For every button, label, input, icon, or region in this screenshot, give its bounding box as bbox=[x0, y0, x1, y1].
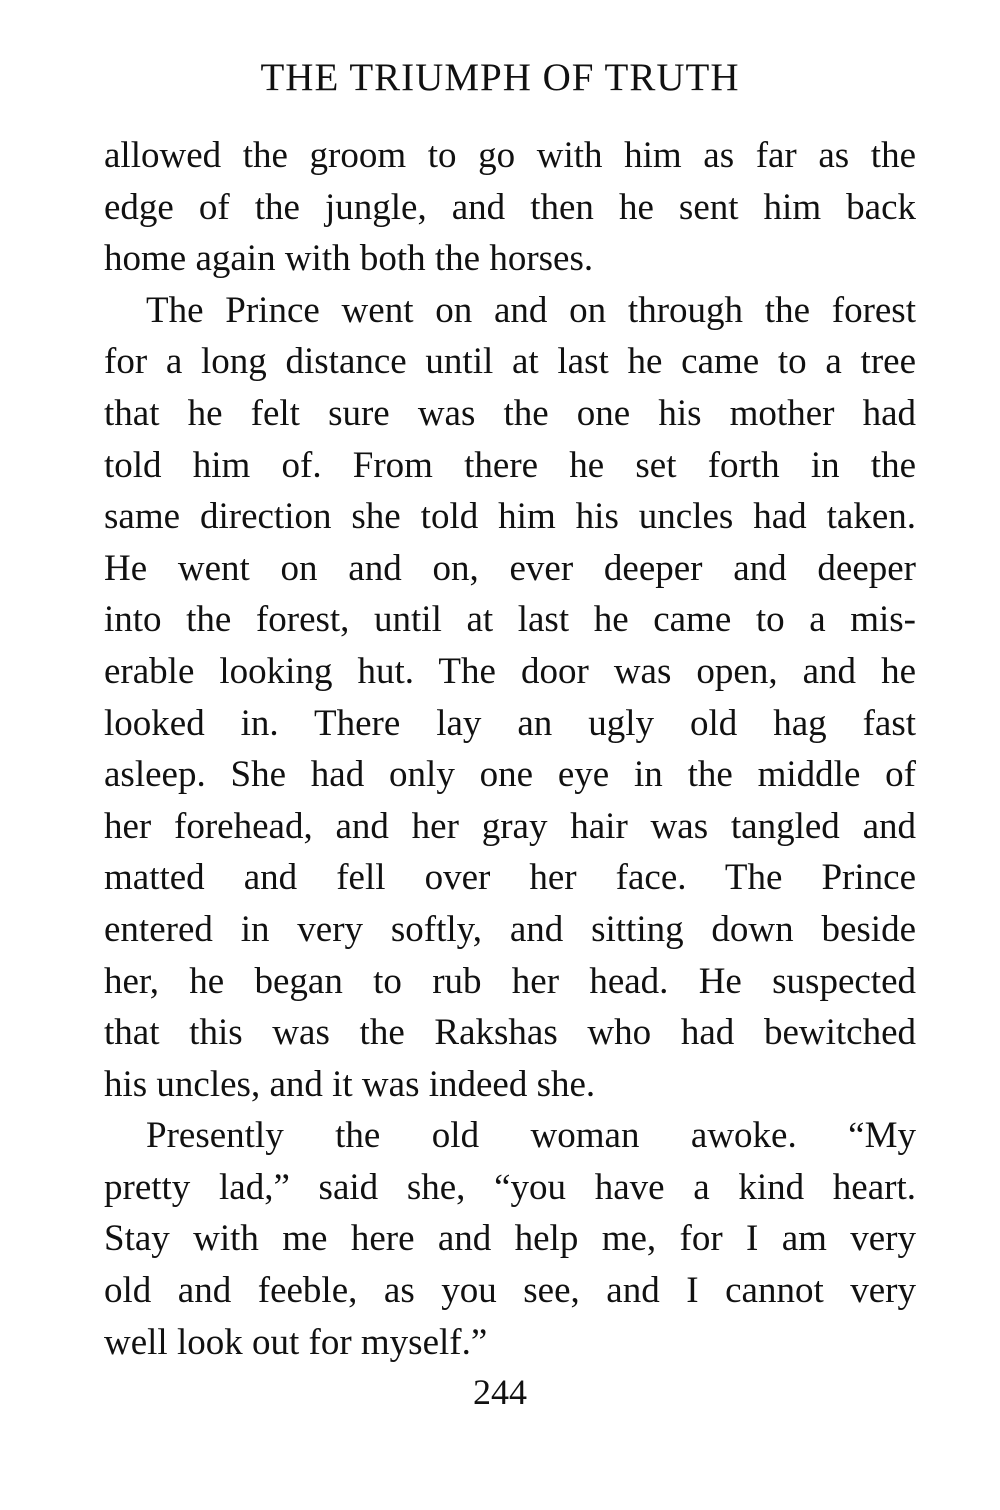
text-line: He went on and on, ever deeper and deeper bbox=[104, 547, 916, 589]
text-line: for a long distance until at last he came to a tree bbox=[104, 341, 916, 383]
text-line: into the forest, until at last he came to a mis- bbox=[104, 599, 916, 641]
text-line: edge of the jungle, and then he sent him back bbox=[104, 186, 916, 228]
text-line: well look out for myself.” bbox=[104, 1321, 488, 1363]
paragraph-2 bbox=[104, 285, 916, 1111]
text-line: her, he began to rub her head. He suspected bbox=[104, 960, 916, 1002]
text-line: The Prince went on and on through the forest bbox=[146, 289, 916, 331]
text-line: asleep. She had only one eye in the middle of bbox=[104, 754, 916, 796]
text-line: looked in. There lay an ugly old hag fast bbox=[104, 702, 916, 744]
body-text bbox=[104, 130, 916, 1368]
text-line: matted and fell over her face. The Prince bbox=[104, 857, 916, 899]
running-head: THE TRIUMPH OF TRUTH bbox=[260, 56, 740, 99]
text-line: Presently the old woman awoke. “My bbox=[146, 1115, 916, 1157]
text-line: that this was the Rakshas who had bewitched bbox=[104, 1012, 916, 1054]
text-line: his uncles, and it was indeed she. bbox=[104, 1063, 596, 1105]
text-line: erable looking hut. The door was open, and he bbox=[104, 650, 916, 692]
text-line: allowed the groom to go with him as far as the bbox=[104, 135, 916, 176]
text-line: told him of. From there he set forth in the bbox=[104, 444, 916, 486]
text-line: her forehead, and her gray hair was tangled and bbox=[104, 805, 916, 847]
text-line: pretty lad,” said she, “you have a kind heart. bbox=[104, 1166, 916, 1208]
text-line: same direction she told him his uncles had taken. bbox=[104, 496, 916, 538]
text-line: Stay with me here and help me, for I am very bbox=[104, 1218, 916, 1260]
page-number: 244 bbox=[473, 1372, 527, 1412]
text-line: home again with both the horses. bbox=[104, 238, 594, 280]
text-line: that he felt sure was the one his mother had bbox=[104, 392, 916, 434]
paragraph-3 bbox=[104, 1110, 916, 1368]
paragraph-1 bbox=[104, 130, 916, 285]
text-line: entered in very softly, and sitting down beside bbox=[104, 908, 916, 950]
text-line: old and feeble, as you see, and I cannot very bbox=[104, 1270, 916, 1312]
